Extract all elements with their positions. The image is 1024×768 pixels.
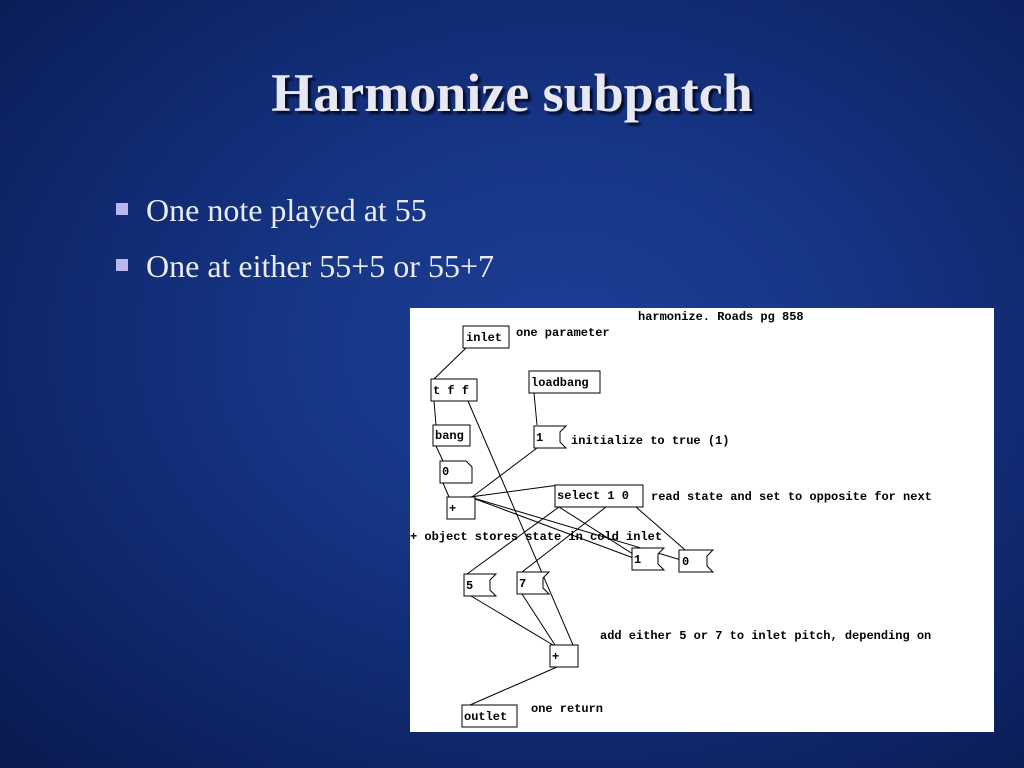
bullet-item <box>116 188 494 244</box>
pd-message-zero[interactable] <box>679 550 713 572</box>
comment-one-return: one return <box>531 702 604 716</box>
message-zero-label: 0 <box>682 555 690 569</box>
bullet-square-icon <box>116 259 128 271</box>
init-one-label: 1 <box>536 431 544 445</box>
number-box-value: 0 <box>442 465 450 479</box>
select-label: select 1 0 <box>557 489 630 503</box>
pd-number-box[interactable] <box>440 461 472 483</box>
pd-object-select[interactable] <box>555 485 643 507</box>
pd-patch-screenshot <box>410 308 994 732</box>
pd-object-trigger[interactable] <box>431 379 477 401</box>
comment-add-either: add either 5 or 7 to inlet pitch, depending on <box>600 629 932 643</box>
pd-message-init-one[interactable] <box>534 426 566 448</box>
pd-object-outlet[interactable] <box>462 705 517 727</box>
comment-initialize: initialize to true (1) <box>571 434 730 448</box>
message-one-label: 1 <box>634 553 642 567</box>
loadbang-label: loadbang <box>531 376 589 390</box>
pd-message-five[interactable] <box>464 574 496 596</box>
comment-stores-state: + object stores state in cold inlet <box>410 530 663 544</box>
plus-add-label: + <box>552 650 560 664</box>
patch-header-comment: harmonize. Roads pg 858 <box>638 310 804 324</box>
message-five-label: 5 <box>466 579 474 593</box>
trigger-label: t f f <box>433 384 470 398</box>
bullet-list <box>116 188 494 300</box>
pd-object-plus-add[interactable] <box>550 645 578 667</box>
pd-message-seven[interactable] <box>517 572 549 594</box>
inlet-label: inlet <box>466 331 503 345</box>
plus-state-label: + <box>449 502 457 516</box>
slide-title: Harmonize subpatch <box>271 63 753 123</box>
pd-patch-canvas <box>410 308 994 732</box>
pd-object-loadbang[interactable] <box>529 371 600 393</box>
bullet-square-icon <box>116 203 128 215</box>
bullet-item <box>116 244 494 300</box>
bang-label: bang <box>435 429 464 443</box>
comment-one-parameter: one parameter <box>516 326 610 340</box>
bullet-text: One note played at 55 <box>146 192 427 228</box>
comment-read-state: read state and set to opposite for next <box>651 490 932 504</box>
pd-object-plus-state[interactable] <box>447 497 475 519</box>
outlet-label: outlet <box>464 710 508 724</box>
pd-object-bang[interactable] <box>433 425 470 446</box>
pd-object-inlet[interactable] <box>463 326 509 348</box>
message-seven-label: 7 <box>519 577 527 591</box>
pd-message-one[interactable] <box>632 548 664 570</box>
bullet-text: One at either 55+5 or 55+7 <box>146 248 494 284</box>
